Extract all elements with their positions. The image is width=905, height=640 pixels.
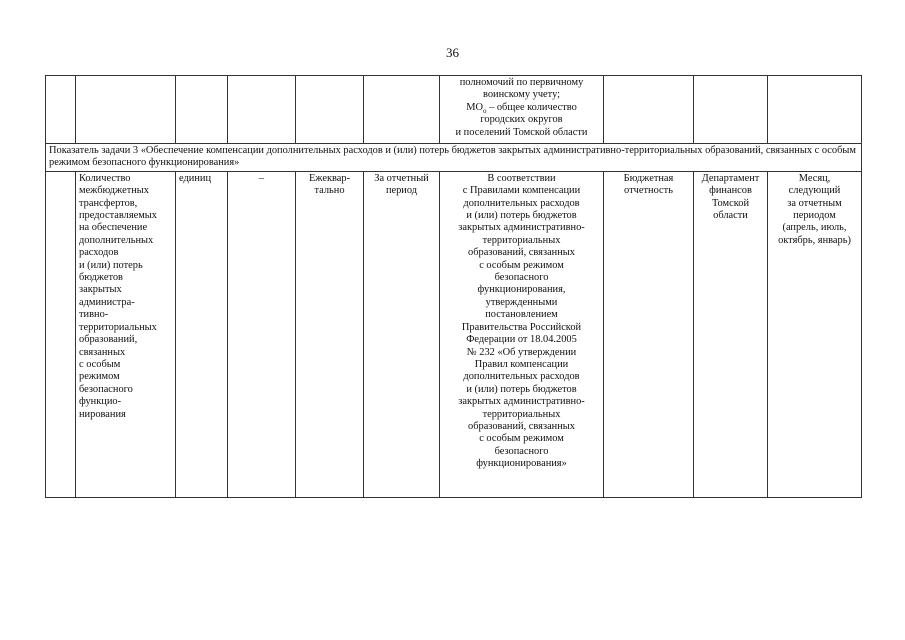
- cell-name: [76, 76, 176, 144]
- cell-number: [46, 171, 76, 497]
- cell-type: [228, 76, 296, 144]
- formula-mo-line: $МО_о$ – общее количество: [466, 101, 577, 115]
- cell-number: [46, 76, 76, 144]
- indicator-name: Количество межбюджетных трансфертов, предоставляемых на обеспечение дополнительных расходов и (или) потерь бюджетов закрытых администра- тивно- территориальных образований, связанных с особым режимом безопасного функцио- нирования: [76, 171, 176, 497]
- table-row-indicator: [46, 171, 862, 497]
- table-row-continuation: [46, 76, 862, 144]
- indicator-responsible: Департамент финансов Томской области: [694, 171, 768, 497]
- cell-responsible: [694, 76, 768, 144]
- indicator-source: Бюджетная отчетность: [604, 171, 694, 497]
- cell-method: [440, 76, 604, 144]
- indicator-deadline: Месяц, следующий за отчетным периодом (апрель, июль, октябрь, январь): [768, 171, 862, 497]
- formula-line: полномочий по первичному: [459, 77, 584, 88]
- indicator-type: –: [228, 171, 296, 497]
- indicator-table: [45, 75, 862, 498]
- formula-line: воинскому учету;: [482, 89, 561, 101]
- cell-period: [364, 76, 440, 144]
- indicator-period: За отчетный период: [364, 171, 440, 497]
- indicator-unit: единиц: [176, 171, 228, 497]
- page-number: 36: [446, 45, 459, 60]
- cell-deadline: [768, 76, 862, 144]
- section-header: Показатель задачи 3 «Обеспечение компенсации дополнительных расходов и (или) потерь бюджетов закрытых административно-территориальных образований, связанных с особым режимом безопасного функционирования»: [46, 144, 862, 172]
- formula-tail: городских округов и поселений Томской области: [455, 114, 588, 138]
- cell-source: [604, 76, 694, 144]
- indicator-method: В соответствии с Правилами компенсации дополнительных расходов и (или) потерь бюджетов закрытых административно- территориальных образований, связанных с особым режимом безопасного функционирования, утвержденными постановлением Правительства Российской Федерации от 18.04.2005 № 232 «Об утверждении Правил компенсации дополнительных расходов и (или) потерь бюджетов закрытых административно- территориальных образований, связанных с особым режимом безопасного функционирования»: [440, 171, 604, 497]
- table-row-section-header: [46, 144, 862, 172]
- cell-frequency: [296, 76, 364, 144]
- indicator-frequency: Ежеквар- тально: [296, 171, 364, 497]
- cell-unit: [176, 76, 228, 144]
